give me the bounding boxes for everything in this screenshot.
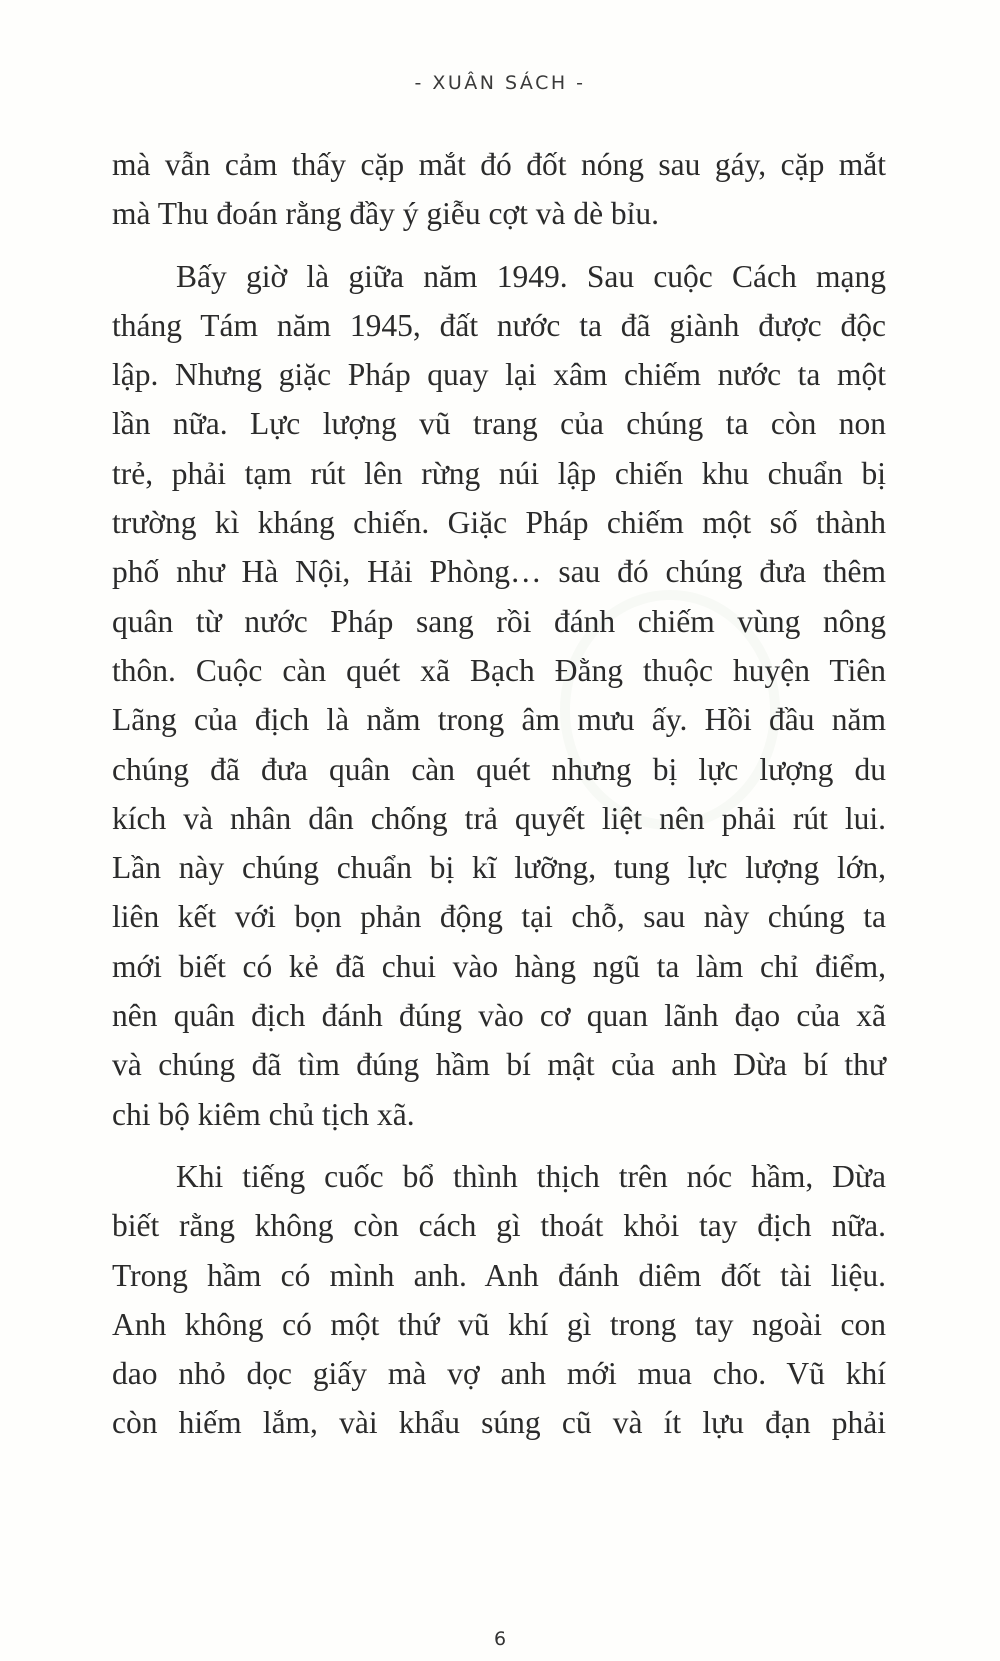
text-line: dao nhỏ dọc giấy mà vợ anh mới mua cho. Vũ khí (112, 1356, 886, 1392)
text-line: Lần này chúng chuẩn bị kĩ lưỡng, tung lực lượng lớn, (112, 850, 886, 886)
text-line: còn hiếm lắm, vài khẩu súng cũ và ít lựu đạn phải (112, 1405, 886, 1441)
text-line: kích và nhân dân chống trả quyết liệt nên phải rút lui. (112, 800, 886, 836)
text-line: Lãng của địch là nằm trong âm mưu ấy. Hồi đầu năm (112, 702, 886, 738)
text-line: mà vẫn cảm thấy cặp mắt đó đốt nóng sau gáy, cặp mắt (112, 147, 886, 182)
text-line: phố như Hà Nội, Hải Phòng… sau đó chúng đưa thêm (112, 554, 886, 590)
text-line: lập. Nhưng giặc Pháp quay lại xâm chiếm nước ta một (112, 357, 886, 393)
text-line: liên kết với bọn phản động tại chỗ, sau này chúng ta (112, 899, 886, 935)
text-line: Anh không có một thứ vũ khí gì trong tay ngoài con (112, 1306, 886, 1342)
text-line: Trong hầm có mình anh. Anh đánh diêm đốt tài liệu. (112, 1257, 886, 1293)
text-line: nên quân địch đánh đúng vào cơ quan lãnh đạo của xã (112, 998, 886, 1034)
paragraph-1 (112, 140, 886, 239)
running-header: - XUÂN SÁCH - (414, 72, 586, 94)
paragraph-3 (112, 1152, 886, 1448)
text-line: mà Thu đoán rằng đầy ý giễu cợt và dè bỉu. (112, 196, 660, 232)
text-line: tháng Tám năm 1945, đất nước ta đã giành được độc (112, 307, 886, 343)
text-line: chi bộ kiêm chủ tịch xã. (112, 1096, 415, 1132)
text-line: biết rằng không còn cách gì thoát khỏi tay địch nữa. (112, 1208, 886, 1244)
page-number: 6 (493, 1628, 507, 1650)
text-line: lần nữa. Lực lượng vũ trang của chúng ta còn non (112, 406, 886, 442)
paragraph-gap (112, 1139, 886, 1152)
text-line: chúng đã đưa quân càn quét nhưng bị lực lượng du (112, 751, 886, 787)
body-text (112, 140, 886, 1448)
paragraph-2 (112, 252, 886, 1139)
text-line: và chúng đã tìm đúng hầm bí mật của anh Dừa bí thư (112, 1047, 886, 1083)
text-line: trẻ, phải tạm rút lên rừng núi lập chiến khu chuẩn bị (112, 455, 886, 491)
text-line: Bấy giờ là giữa năm 1949. Sau cuộc Cách mạng (176, 258, 886, 294)
text-line: mới biết có kẻ đã chui vào hàng ngũ ta làm chỉ điểm, (112, 948, 886, 984)
paragraph-gap (112, 239, 886, 252)
text-line: thôn. Cuộc càn quét xã Bạch Đằng thuộc huyện Tiên (112, 652, 886, 688)
text-line: Khi tiếng cuốc bổ thình thịch trên nóc hầm, Dừa (176, 1158, 886, 1194)
text-line: quân từ nước Pháp sang rồi đánh chiếm vùng nông (112, 603, 886, 639)
text-line: trường kì kháng chiến. Giặc Pháp chiếm một số thành (112, 505, 886, 541)
